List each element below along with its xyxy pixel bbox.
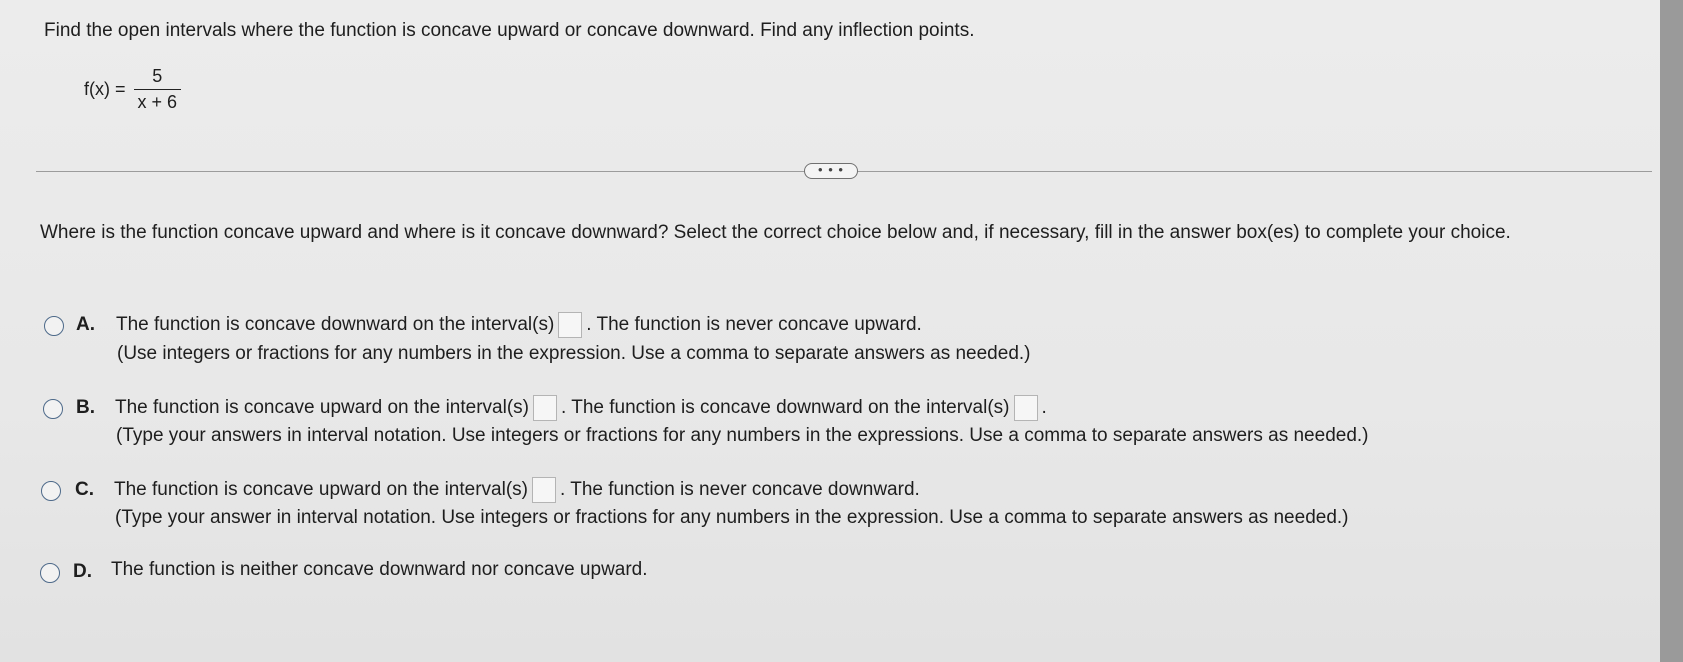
choice-b-text-after: . [1041,397,1047,419]
choice-a-text [116,312,922,338]
radio-choice-c[interactable] [41,481,61,501]
choice-c-text-before: The function is concave upward on the interval(s) [114,479,528,501]
choice-b-hint: (Type your answers in interval notation. Use integers or fractions for any numbers in the expressions. Use a comma to separate answers as needed.) [116,425,1369,446]
prompt-text: Where is the function concave upward and where is it concave downward? Select the correct choice below and, if necessary, fill in the answer box(es) to complete your choice. [40,222,1511,243]
choice-b-text [115,395,1047,421]
function-formula [84,66,181,113]
choice-a-text-before: The function is concave downward on the interval(s) [116,314,555,336]
answer-box-c[interactable] [532,477,556,503]
radio-choice-d[interactable] [40,563,60,583]
answer-box-b-downward[interactable] [1014,395,1038,421]
fraction-denominator: x + 6 [134,89,182,113]
radio-choice-a[interactable] [44,316,64,336]
radio-choice-b[interactable] [43,399,63,419]
expand-more-button[interactable]: • • • [804,163,858,179]
choice-c-hint: (Type your answer in interval notation. Use integers or fractions for any numbers in the expression. Use a comma to separate answers as needed.) [115,507,1349,528]
fraction-numerator: 5 [152,66,163,86]
answer-box-b-upward[interactable] [533,395,557,421]
choice-c-text [114,477,920,503]
question-text: Find the open intervals where the function is concave upward or concave downward. Find any inflection points. [44,20,975,41]
choice-a-hint: (Use integers or fractions for any numbers in the expression. Use a comma to separate answers as needed.) [117,343,1031,364]
choice-d-text: The function is neither concave downward nor concave upward. [111,559,648,580]
choice-c-letter: C. [75,479,94,500]
choice-b-text-before: The function is concave upward on the interval(s) [115,397,529,419]
choice-c-text-after: . The function is never concave downward. [560,479,920,501]
function-lhs: f(x) = [84,79,126,99]
choice-d-letter: D. [73,561,92,582]
choice-b-text-middle: . The function is concave downward on the interval(s) [561,397,1010,419]
choice-a-text-after: . The function is never concave upward. [586,314,922,336]
answer-box-a[interactable] [558,312,582,338]
screen-edge [1660,0,1683,662]
function-fraction [134,66,182,113]
choice-a-letter: A. [76,314,95,335]
choice-b-letter: B. [76,397,95,418]
